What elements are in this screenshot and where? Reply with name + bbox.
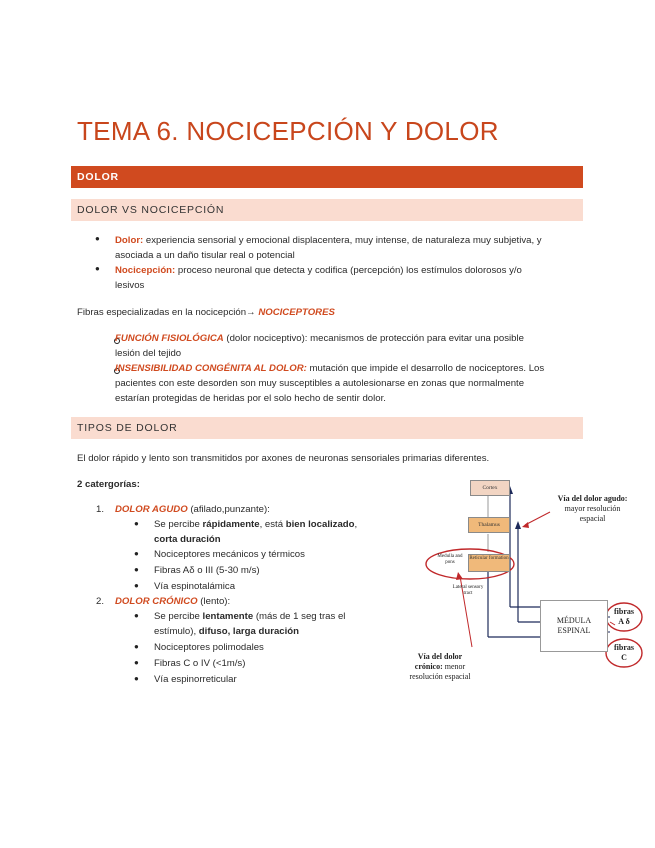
dolor-cronico-heading — [115, 594, 230, 609]
definition-text: experiencia sensorial y emocional displacentera, muy intense, de naturaleza muy subjetiva, y — [143, 235, 542, 246]
medula-label: ESPINAL — [557, 626, 591, 635]
bullet-icon: ● — [134, 519, 139, 528]
term: Nocicepción: — [115, 265, 176, 276]
via-agudo-title: Vía del dolor agudo: — [557, 494, 628, 503]
fibras-a-label: A δ — [618, 617, 630, 626]
bullet-icon: ● — [134, 581, 139, 590]
bullet-icon: ● — [95, 264, 100, 273]
definition-dolor — [115, 233, 585, 263]
medula-espinal-box — [540, 600, 608, 652]
sub-text: pacientes con este desorden son muy susceptibles a autolesionarse en zonas que normalmente — [115, 378, 525, 389]
list-item: Fibras C o IV (<1m/s) — [154, 658, 246, 669]
definition-text: lesivos — [115, 280, 145, 291]
reticular-box: Reticular formation — [468, 554, 510, 572]
via-cronico-sub: crónico: menor — [414, 662, 466, 671]
sub-funcion — [115, 331, 585, 361]
term: Dolor: — [115, 235, 144, 246]
list-item: Nociceptores mecánicos y térmicos — [154, 549, 305, 560]
list-item: Vía espinotalámica — [154, 581, 236, 592]
via-cronico-sub: resolución espacial — [409, 672, 471, 681]
list-number: 1. — [96, 504, 105, 515]
via-agudo-sub: espacial — [579, 514, 606, 523]
bullet-icon: ● — [134, 658, 139, 667]
sub-text: lesión del tejido — [115, 348, 182, 359]
bullet-icon: ● — [134, 549, 139, 558]
section-header-dolor — [71, 166, 583, 188]
fibras-c-label: fibras — [614, 643, 634, 652]
section-header-dolor-vs — [71, 199, 583, 221]
medula-label: MÉDULA — [556, 616, 592, 625]
sub-text: estarían protegidas de heridas por el solo hecho de sentir dolor. — [115, 393, 386, 404]
section-header-tipos — [71, 417, 583, 439]
list-item: Se percibe lentamente (más de 1 seg tras el estímulo), difuso, larga duración — [154, 611, 346, 637]
list-item: Fibras Aδ o III (5-30 m/s) — [154, 565, 260, 576]
heading-rest: (afilado,punzante): — [187, 504, 270, 515]
list-item: Nociceptores polimodales — [154, 642, 264, 653]
list-number: 2. — [96, 596, 105, 607]
bullet-icon: ● — [134, 565, 139, 574]
term: DOLOR AGUDO — [115, 504, 188, 515]
medulla-label: Medulla and pons — [437, 554, 463, 565]
sub-insensibilidad — [115, 361, 590, 406]
tipos-intro: El dolor rápido y lento son transmitidos por axones de neuronas sensoriales primarias diferentes. — [77, 453, 490, 464]
list-item: Vía espinorreticular — [154, 674, 237, 685]
section-title: DOLOR VS NOCICEPCIÓN — [77, 204, 225, 216]
fibras-text: Fibras especializadas en la nocicepción→ — [77, 307, 259, 318]
section-title: DOLOR — [77, 171, 119, 183]
lateral-tract-label: Lateral sensory tract — [452, 585, 484, 596]
via-cronico-title: Vía del dolor — [417, 652, 463, 661]
bullet-icon: ● — [134, 642, 139, 651]
definition-nocicepcion — [115, 263, 585, 293]
sub-text: mutación que impide el desarrollo de nociceptores. Los — [306, 363, 545, 374]
term: INSENSIBILIDAD CONGÉNITA AL DOLOR: — [115, 363, 307, 374]
bullet-icon: ● — [134, 674, 139, 683]
list-item: Se percibe rápidamente, está bien localizado, corta duración — [154, 519, 358, 545]
term: DOLOR CRÓNICO — [115, 596, 198, 607]
heading-rest: (lento): — [197, 596, 231, 607]
fibras-c-label: C — [621, 653, 627, 662]
cortex-box: Cortex — [470, 480, 510, 496]
pain-pathway-diagram — [400, 472, 645, 697]
nociceptores-highlight: NOCICEPTORES — [258, 307, 335, 318]
fibras-line — [77, 305, 335, 320]
sub-text: (dolor nociceptivo): mecanismos de protección para evitar una posible — [223, 333, 524, 344]
section-title: TIPOS DE DOLOR — [77, 422, 178, 434]
term: FUNCIÓN FISIOLÓGICA — [115, 333, 224, 344]
definition-text: asociada a un daño tisular real o potencial — [115, 250, 295, 261]
dolor-agudo-heading — [115, 502, 270, 517]
via-agudo-sub: mayor resolución — [564, 504, 621, 513]
fibras-a-label: fibras — [614, 607, 634, 616]
definition-text: proceso neuronal que detecta y codifica (percepción) los estímulos dolorosos y/o — [175, 265, 522, 276]
thalamus-box: Thalamus — [468, 517, 510, 533]
bullet-icon: ● — [95, 234, 100, 243]
bullet-icon: ● — [134, 611, 139, 620]
page-title: TEMA 6. NOCICEPCIÓN Y DOLOR — [77, 116, 499, 146]
categorias-label: 2 catergorías: — [77, 479, 140, 490]
